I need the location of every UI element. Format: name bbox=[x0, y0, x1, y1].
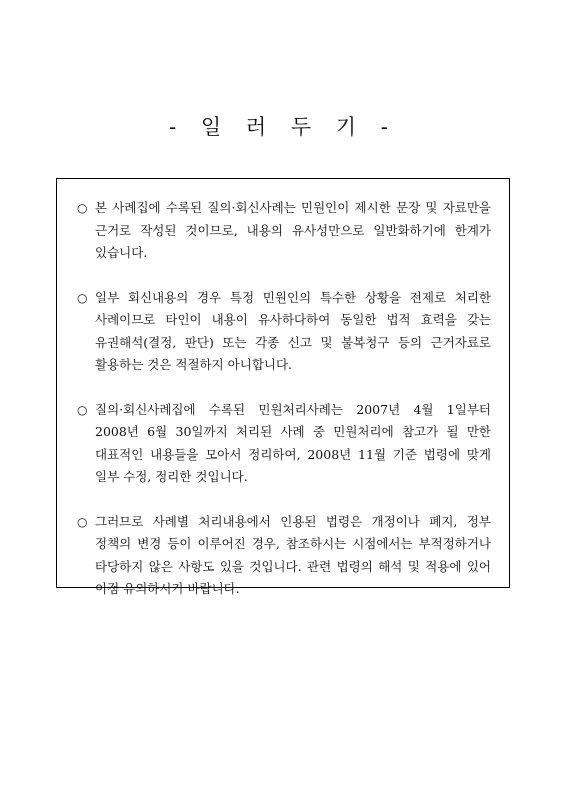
circle-bullet-icon: ○ bbox=[77, 514, 88, 529]
notice-item-2 bbox=[77, 287, 491, 377]
circle-bullet-icon: ○ bbox=[77, 201, 88, 215]
notice-text-2: 일부 회신내용의 경우 특정 민원인의 특수한 상황을 전제로 처리한 사례이므로 타인이 내용이 유사하다하여 동일한 법적 효력을 갖는 유권해석(결정, 판단) 또는 각종 신고 및 불복청구 등의 근거자료로 활용하는 것은 적절하지 아니합니다. bbox=[95, 289, 491, 372]
notice-text-3: 질의·회신사례집에 수록된 민원처리사례는 2007년 4월 1일부터 2008년 6월 30일까지 처리된 사례 중 민원처리에 참고가 될 만한 대표적인 내용들을 모아서 정리하여, 2008년 11월 기준 법령에 맞게 일부 수정, 정리한 것입니다. bbox=[95, 401, 491, 484]
circle-bullet-icon: ○ bbox=[77, 402, 88, 417]
notice-box bbox=[56, 178, 510, 596]
notice-text-1: 본 사례집에 수록된 질의·회신사례는 민원인이 제시한 문장 및 자료만을 근거로 작성된 것이므로, 내용의 유사성만으로 일반화하기에 한계가 있습니다. bbox=[95, 200, 491, 260]
notice-item-1 bbox=[77, 197, 491, 265]
notice-text-4: 그러므로 사례별 처리내용에서 인용된 법령은 개정이나 폐지, 정부 정책의 변경 등이 이루어진 경우, 참조하시는 시점에서는 부적정하거나 타당하지 않은 사항도 있을 것입니다. 관련 법령의 해석 및 적용에 있어 이점 유의하시기 바랍니다. bbox=[95, 513, 491, 596]
page-title: - 일 러 두 기 - bbox=[169, 115, 397, 139]
circle-bullet-icon: ○ bbox=[77, 290, 88, 305]
notice-item-3 bbox=[77, 399, 491, 489]
notice-item-4 bbox=[77, 511, 491, 601]
